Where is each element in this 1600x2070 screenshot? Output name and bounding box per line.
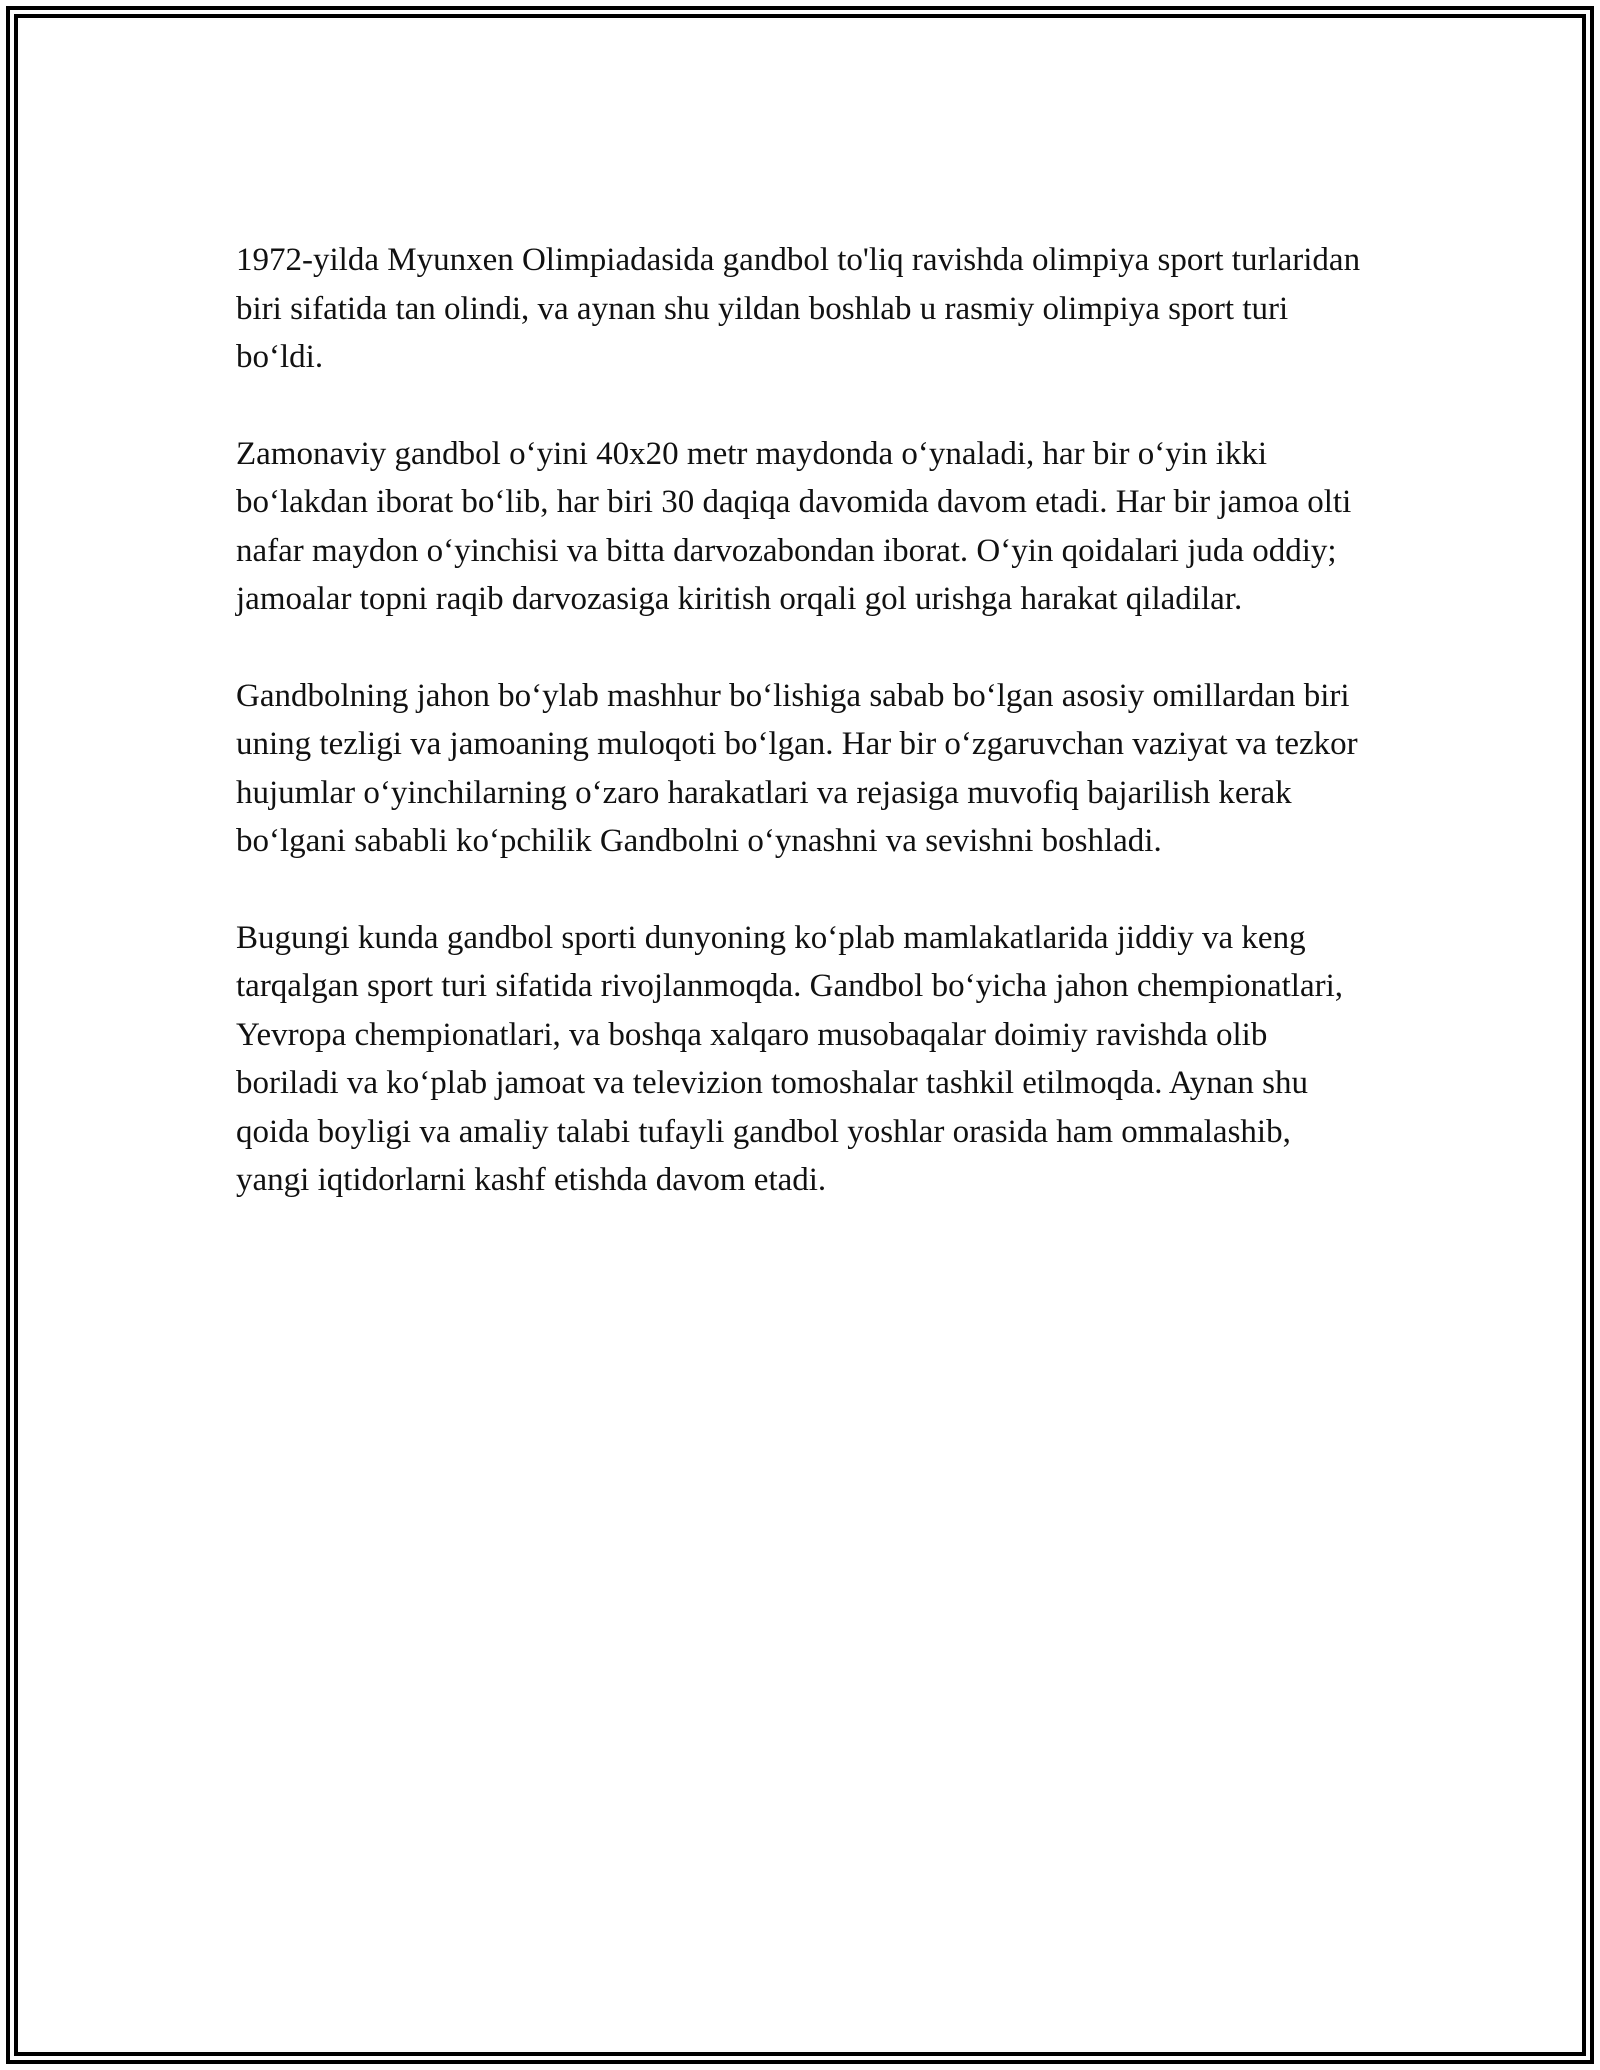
paragraph-olympic-recognition: 1972-yilda Myunxen Olimpiadasida gandbol to'liq ravishda olimpiya sport turlaridan biri sifatida tan olindi, va aynan shu yildan boshlab u rasmiy olimpiya sport turi bo‘ldi.	[236, 242, 1361, 375]
document-body	[236, 236, 1366, 1253]
paragraph-popularity: Gandbolning jahon bo‘ylab mashhur bo‘lishiga sabab bo‘lgan asosiy omillardan biri uning tezligi va jamoaning muloqoti bo‘lgan. Har bir o‘zgaruvchan vaziyat va tezkor hujumlar o‘yinchilarning o‘zaro harakatlari va rejasiga muvofiq bajarilish kerak bo‘lgani sababli ko‘pchilik Gandbolni o‘ynashni va sevishni boshladi.	[236, 677, 1358, 859]
paragraph-game-rules: Zamonaviy gandbol o‘yini 40x20 metr maydonda o‘ynaladi, har bir o‘yin ikki bo‘lakdan iborat bo‘lib, har biri 30 daqiqa davomida davom etadi. Har bir jamoa olti nafar maydon o‘yinchisi va bitta darvozabondan iborat. O‘yin qoidalari juda oddiy; jamoalar topni raqib darvozasiga kiritish orqali gol urishga harakat qiladilar.	[236, 435, 1352, 617]
paragraph-present-day: Bugungi kunda gandbol sporti dunyoning ko‘plab mamlakatlarida jiddiy va keng tarqalgan sport turi sifatida rivojlanmoqda. Gandbol bo‘yicha jahon chempionatlari, Yevropa chempionatlari, va boshqa xalqaro musobaqalar doimiy ravishda olib boriladi va ko‘plab jamoat va televizion tomoshalar tashkil etilmoqda. Aynan shu qoida boyligi va amaliy talabi tufayli gandbol yoshlar orasida ham ommalashib, yangi iqtidorlarni kashf etishda davom etadi.	[236, 919, 1344, 1198]
